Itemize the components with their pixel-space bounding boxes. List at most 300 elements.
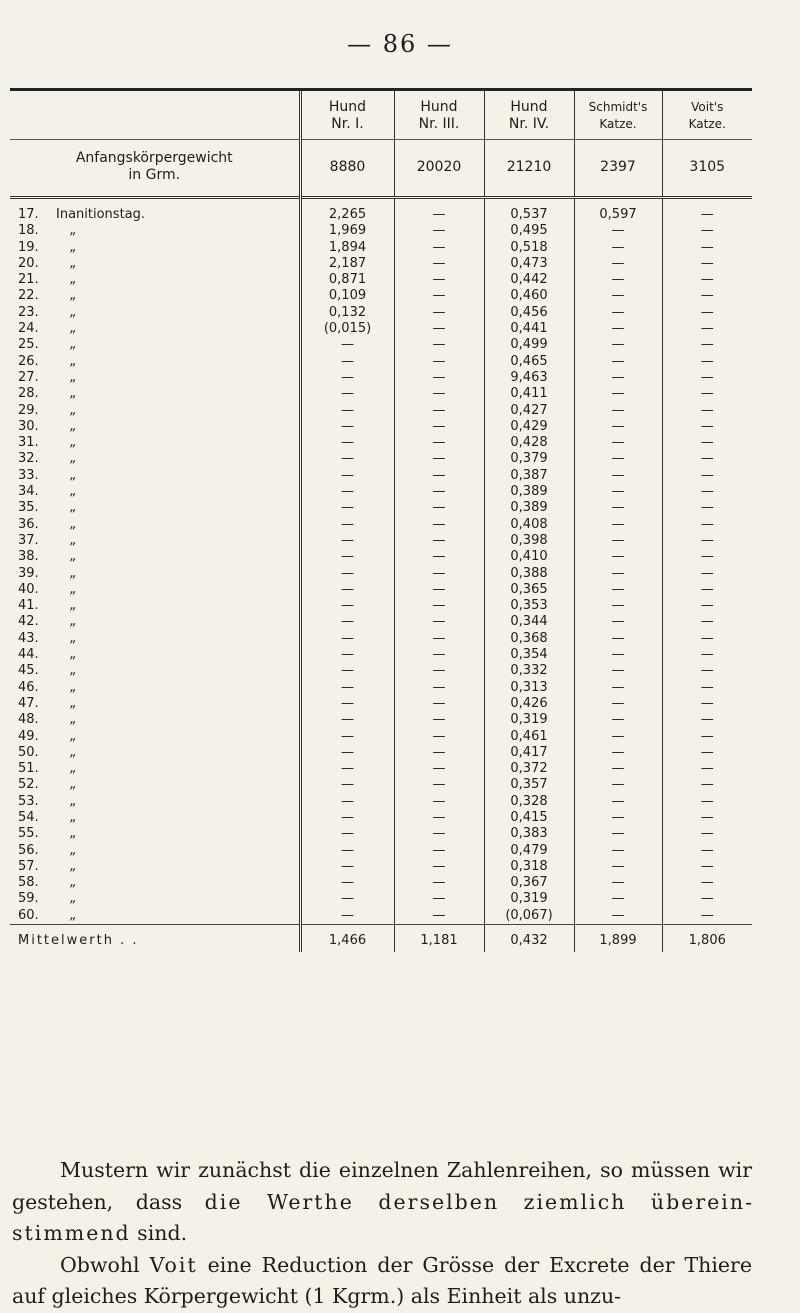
value-cell: —	[394, 777, 484, 793]
ditto-mark: „	[70, 712, 77, 728]
data-table	[10, 88, 752, 952]
day-number: 60.	[18, 907, 39, 923]
value-cell: 0,473	[484, 256, 574, 272]
value-cell: —	[662, 745, 752, 761]
value-cell: —	[394, 631, 484, 647]
ditto-mark: „	[70, 272, 77, 288]
ditto-mark: „	[70, 809, 77, 825]
mean-label: Mittelwerth . .	[10, 925, 300, 953]
value-cell: —	[300, 663, 394, 679]
day-label	[10, 549, 300, 565]
ditto-mark: „	[70, 500, 77, 516]
value-cell: —	[662, 403, 752, 419]
value-cell: —	[662, 272, 752, 288]
table-row	[10, 582, 752, 598]
table-row	[10, 500, 752, 516]
value-cell: 0,344	[484, 614, 574, 630]
day-label	[10, 419, 300, 435]
value-cell: —	[662, 354, 752, 370]
day-number: 48.	[18, 712, 39, 728]
value-cell: —	[662, 288, 752, 304]
value-cell: —	[662, 468, 752, 484]
value-cell: —	[300, 337, 394, 353]
day-number: 33.	[18, 467, 39, 483]
value-cell: 0,428	[484, 435, 574, 451]
value-cell: —	[394, 240, 484, 256]
value-cell: 0,597	[574, 207, 662, 223]
value-cell: 0,495	[484, 223, 574, 239]
ditto-mark: „	[70, 875, 77, 891]
day-number: 28.	[18, 386, 39, 402]
table-row	[10, 712, 752, 728]
ditto-mark: „	[70, 532, 77, 548]
value-cell: —	[300, 598, 394, 614]
value-cell: 0,408	[484, 517, 574, 533]
value-cell: 0,368	[484, 631, 574, 647]
value-cell: 0,426	[484, 696, 574, 712]
day-label	[10, 712, 300, 728]
value-cell: —	[394, 908, 484, 925]
ditto-mark: „	[70, 598, 77, 614]
value-cell: 0,411	[484, 386, 574, 402]
day-number: 46.	[18, 679, 39, 695]
table-row	[10, 386, 752, 402]
value-cell: 2,265	[300, 207, 394, 223]
value-cell: 0,367	[484, 875, 574, 891]
value-cell: —	[394, 598, 484, 614]
day-label	[10, 354, 300, 370]
value-cell: —	[662, 240, 752, 256]
value-cell: —	[574, 321, 662, 337]
value-cell: 0,372	[484, 761, 574, 777]
value-cell: —	[394, 875, 484, 891]
value-cell: —	[394, 566, 484, 582]
ditto-mark: „	[70, 891, 77, 907]
ditto-mark: „	[70, 288, 77, 304]
table-row	[10, 696, 752, 712]
table-row	[10, 891, 752, 907]
value-cell: —	[394, 729, 484, 745]
value-cell: —	[574, 761, 662, 777]
ditto-mark: „	[70, 435, 77, 451]
mean-cell: 1,466	[300, 925, 394, 953]
value-cell: 0,365	[484, 582, 574, 598]
ditto-mark: „	[70, 777, 77, 793]
value-cell: —	[394, 859, 484, 875]
value-cell: —	[662, 712, 752, 728]
ditto-mark: „	[70, 386, 77, 402]
value-cell: 0,456	[484, 305, 574, 321]
value-cell: 0,441	[484, 321, 574, 337]
value-cell: —	[300, 451, 394, 467]
table-row	[10, 223, 752, 239]
ditto-mark: „	[70, 239, 77, 255]
value-cell: (0,015)	[300, 321, 394, 337]
weight-cell: 20020	[394, 140, 484, 198]
value-cell: —	[574, 256, 662, 272]
day-label	[10, 305, 300, 321]
day-number: 56.	[18, 842, 39, 858]
value-cell: —	[574, 566, 662, 582]
day-label	[10, 256, 300, 272]
table-row	[10, 843, 752, 859]
day-label	[10, 321, 300, 337]
day-label	[10, 468, 300, 484]
header-hund-1	[300, 91, 394, 140]
table-row	[10, 875, 752, 891]
value-cell: —	[574, 582, 662, 598]
ditto-mark: „	[70, 369, 77, 385]
table-row	[10, 663, 752, 679]
value-cell: —	[574, 354, 662, 370]
value-cell: —	[662, 891, 752, 907]
table-row	[10, 631, 752, 647]
value-cell: —	[662, 908, 752, 925]
value-cell: —	[574, 794, 662, 810]
day-number: 31.	[18, 435, 39, 451]
table-row	[10, 419, 752, 435]
value-cell: —	[300, 908, 394, 925]
ditto-mark: „	[70, 581, 77, 597]
value-cell: —	[662, 207, 752, 223]
page-number: — 86 —	[347, 30, 453, 58]
text-run: Mustern wir zunächst die einzelnen Zahlenreihen, so müssen wir gestehen, dass	[12, 1158, 752, 1214]
value-cell: —	[394, 549, 484, 565]
value-cell: —	[574, 712, 662, 728]
ditto-mark: „	[70, 402, 77, 418]
value-cell: —	[394, 761, 484, 777]
value-cell: —	[662, 843, 752, 859]
ditto-mark: „	[70, 614, 77, 630]
day-number: 58.	[18, 875, 39, 891]
value-cell: —	[662, 549, 752, 565]
value-cell: —	[300, 875, 394, 891]
value-cell: —	[394, 484, 484, 500]
table-row	[10, 272, 752, 288]
day-label	[10, 761, 300, 777]
table-row	[10, 354, 752, 370]
value-cell: —	[394, 354, 484, 370]
value-cell: —	[574, 843, 662, 859]
weight-cell: 2397	[574, 140, 662, 198]
table-row	[10, 794, 752, 810]
value-cell: —	[574, 533, 662, 549]
value-cell: —	[300, 729, 394, 745]
value-cell: —	[394, 843, 484, 859]
value-cell: —	[300, 761, 394, 777]
value-cell: —	[574, 451, 662, 467]
value-cell: —	[662, 533, 752, 549]
weight-cell: 3105	[662, 140, 752, 198]
value-cell: —	[574, 435, 662, 451]
value-cell: 0,871	[300, 272, 394, 288]
day-number: 34.	[18, 484, 39, 500]
value-cell: —	[662, 566, 752, 582]
value-cell: —	[662, 321, 752, 337]
value-cell: —	[662, 598, 752, 614]
day-number: 21.	[18, 272, 39, 288]
value-cell: —	[394, 419, 484, 435]
value-cell: —	[574, 875, 662, 891]
value-cell: —	[574, 517, 662, 533]
value-cell: —	[394, 500, 484, 516]
day-number: 43.	[18, 630, 39, 646]
ditto-mark: „	[70, 484, 77, 500]
day-label	[10, 533, 300, 549]
value-cell: —	[300, 777, 394, 793]
value-cell: —	[300, 810, 394, 826]
ditto-mark: „	[70, 223, 77, 239]
value-cell: —	[662, 451, 752, 467]
day-label	[10, 288, 300, 304]
ditto-mark: „	[70, 695, 77, 711]
day-label	[10, 908, 300, 925]
value-cell: —	[574, 500, 662, 516]
value-cell: —	[662, 370, 752, 386]
value-cell: —	[662, 875, 752, 891]
value-cell: —	[574, 859, 662, 875]
value-cell: —	[394, 891, 484, 907]
value-cell: —	[574, 777, 662, 793]
day-label	[10, 891, 300, 907]
value-cell: —	[574, 631, 662, 647]
table-row	[10, 468, 752, 484]
table-row	[10, 614, 752, 630]
ditto-mark: „	[70, 728, 77, 744]
value-cell: —	[662, 859, 752, 875]
value-cell: —	[394, 663, 484, 679]
table-row	[10, 288, 752, 304]
day-number: 49.	[18, 728, 39, 744]
ditto-mark: „	[70, 304, 77, 320]
value-cell: —	[394, 288, 484, 304]
day-number: 51.	[18, 761, 39, 777]
value-cell: —	[300, 614, 394, 630]
value-cell: —	[662, 826, 752, 842]
day-number: 22.	[18, 288, 39, 304]
value-cell: —	[662, 582, 752, 598]
day-rows	[10, 207, 752, 925]
value-cell: —	[300, 549, 394, 565]
day-number: 32.	[18, 451, 39, 467]
header-hund-4	[484, 91, 574, 140]
value-cell: —	[574, 305, 662, 321]
day-label	[10, 386, 300, 402]
value-cell: —	[300, 403, 394, 419]
value-cell: —	[574, 663, 662, 679]
emphasized-text: die Werthe derselben ziemlich übereinstimmend	[12, 1189, 752, 1245]
value-cell: —	[662, 435, 752, 451]
day-number: 39.	[18, 565, 39, 581]
value-cell: —	[662, 647, 752, 663]
day-number: 40.	[18, 581, 39, 597]
value-cell: —	[300, 468, 394, 484]
value-cell: —	[662, 256, 752, 272]
value-cell: —	[662, 337, 752, 353]
value-cell: —	[574, 696, 662, 712]
value-cell: —	[662, 777, 752, 793]
day-number: 53.	[18, 793, 39, 809]
value-cell: —	[662, 517, 752, 533]
day-label	[10, 451, 300, 467]
value-cell: —	[662, 761, 752, 777]
table-row	[10, 533, 752, 549]
value-cell: —	[574, 826, 662, 842]
day-label	[10, 370, 300, 386]
day-number: 36.	[18, 516, 39, 532]
day-number: 20.	[18, 255, 39, 271]
value-cell: —	[394, 810, 484, 826]
header-line: Schmidt's	[588, 100, 648, 114]
day-number: 59.	[18, 891, 39, 907]
day-label	[10, 500, 300, 516]
mean-cell: 1,899	[574, 925, 662, 953]
table-row	[10, 305, 752, 321]
day-number: 23.	[18, 304, 39, 320]
ditto-mark: „	[70, 549, 77, 565]
value-cell: —	[574, 680, 662, 696]
value-cell: 0,461	[484, 729, 574, 745]
value-cell: —	[574, 223, 662, 239]
day-suffix: Inanitionstag.	[56, 207, 146, 222]
value-cell: —	[394, 794, 484, 810]
value-cell: —	[300, 647, 394, 663]
table-row	[10, 435, 752, 451]
value-cell: 0,379	[484, 451, 574, 467]
data-table-container	[10, 88, 752, 952]
value-cell: —	[300, 631, 394, 647]
value-cell: —	[394, 337, 484, 353]
day-number: 24.	[18, 321, 39, 337]
value-cell: —	[662, 794, 752, 810]
day-label	[10, 598, 300, 614]
initial-weight-label	[10, 140, 300, 198]
day-label	[10, 435, 300, 451]
value-cell: —	[300, 843, 394, 859]
value-cell: 0,518	[484, 240, 574, 256]
value-cell: —	[394, 614, 484, 630]
mean-row	[10, 925, 752, 953]
ditto-mark: „	[70, 353, 77, 369]
value-cell: 0,460	[484, 288, 574, 304]
value-cell: —	[394, 517, 484, 533]
value-cell: —	[300, 484, 394, 500]
value-cell: —	[300, 582, 394, 598]
header-row	[10, 91, 752, 140]
value-cell: —	[394, 403, 484, 419]
ditto-mark: „	[70, 842, 77, 858]
label-line: Anfangskörpergewicht	[75, 150, 233, 166]
ditto-mark: „	[70, 744, 77, 760]
value-cell: —	[300, 745, 394, 761]
day-label	[10, 566, 300, 582]
table-row	[10, 566, 752, 582]
mean-cell: 1,181	[394, 925, 484, 953]
paragraph-1	[12, 1155, 752, 1250]
value-cell: —	[662, 305, 752, 321]
value-cell: 0,357	[484, 777, 574, 793]
value-cell: 0,353	[484, 598, 574, 614]
value-cell: 0,383	[484, 826, 574, 842]
value-cell: 0,328	[484, 794, 574, 810]
value-cell: (0,067)	[484, 908, 574, 925]
value-cell: —	[300, 712, 394, 728]
value-cell: —	[300, 419, 394, 435]
day-label	[10, 826, 300, 842]
value-cell: —	[662, 386, 752, 402]
header-line: Hund	[328, 99, 367, 115]
weight-cell: 8880	[300, 140, 394, 198]
value-cell: —	[394, 680, 484, 696]
day-number: 44.	[18, 647, 39, 663]
value-cell: —	[394, 696, 484, 712]
table-row	[10, 761, 752, 777]
table-row	[10, 451, 752, 467]
value-cell: 2,187	[300, 256, 394, 272]
day-number: 55.	[18, 826, 39, 842]
value-cell: —	[574, 598, 662, 614]
day-label	[10, 843, 300, 859]
value-cell: —	[300, 354, 394, 370]
value-cell: 0,499	[484, 337, 574, 353]
ditto-mark: „	[70, 337, 77, 353]
ditto-mark: „	[70, 826, 77, 842]
table-row	[10, 207, 752, 223]
day-label	[10, 517, 300, 533]
day-number: 57.	[18, 858, 39, 874]
value-cell: 9,463	[484, 370, 574, 386]
value-cell: 0,465	[484, 354, 574, 370]
value-cell: 0,319	[484, 712, 574, 728]
day-label	[10, 484, 300, 500]
value-cell: 0,410	[484, 549, 574, 565]
ditto-mark: „	[70, 467, 77, 483]
day-number: 18.	[18, 223, 39, 239]
value-cell: —	[394, 582, 484, 598]
value-cell: —	[662, 419, 752, 435]
value-cell: —	[662, 810, 752, 826]
table-row	[10, 810, 752, 826]
value-cell: 1,894	[300, 240, 394, 256]
day-label	[10, 582, 300, 598]
table-row	[10, 729, 752, 745]
ditto-mark: „	[70, 516, 77, 532]
value-cell: —	[574, 240, 662, 256]
paragraph-2	[12, 1250, 752, 1313]
day-label	[10, 272, 300, 288]
table-row	[10, 598, 752, 614]
day-label	[10, 859, 300, 875]
value-cell: —	[394, 386, 484, 402]
value-cell: 0,387	[484, 468, 574, 484]
table-row	[10, 517, 752, 533]
value-cell: —	[574, 745, 662, 761]
day-number: 29.	[18, 402, 39, 418]
initial-weight-row	[10, 140, 752, 198]
day-number: 25.	[18, 337, 39, 353]
day-label	[10, 745, 300, 761]
value-cell: —	[662, 614, 752, 630]
value-cell: 0,429	[484, 419, 574, 435]
ditto-mark: „	[70, 679, 77, 695]
day-number: 37.	[18, 532, 39, 548]
value-cell: 0,313	[484, 680, 574, 696]
table-row	[10, 680, 752, 696]
value-cell: —	[300, 826, 394, 842]
header-empty	[10, 91, 300, 140]
value-cell: 0,132	[300, 305, 394, 321]
value-cell: 0,318	[484, 859, 574, 875]
